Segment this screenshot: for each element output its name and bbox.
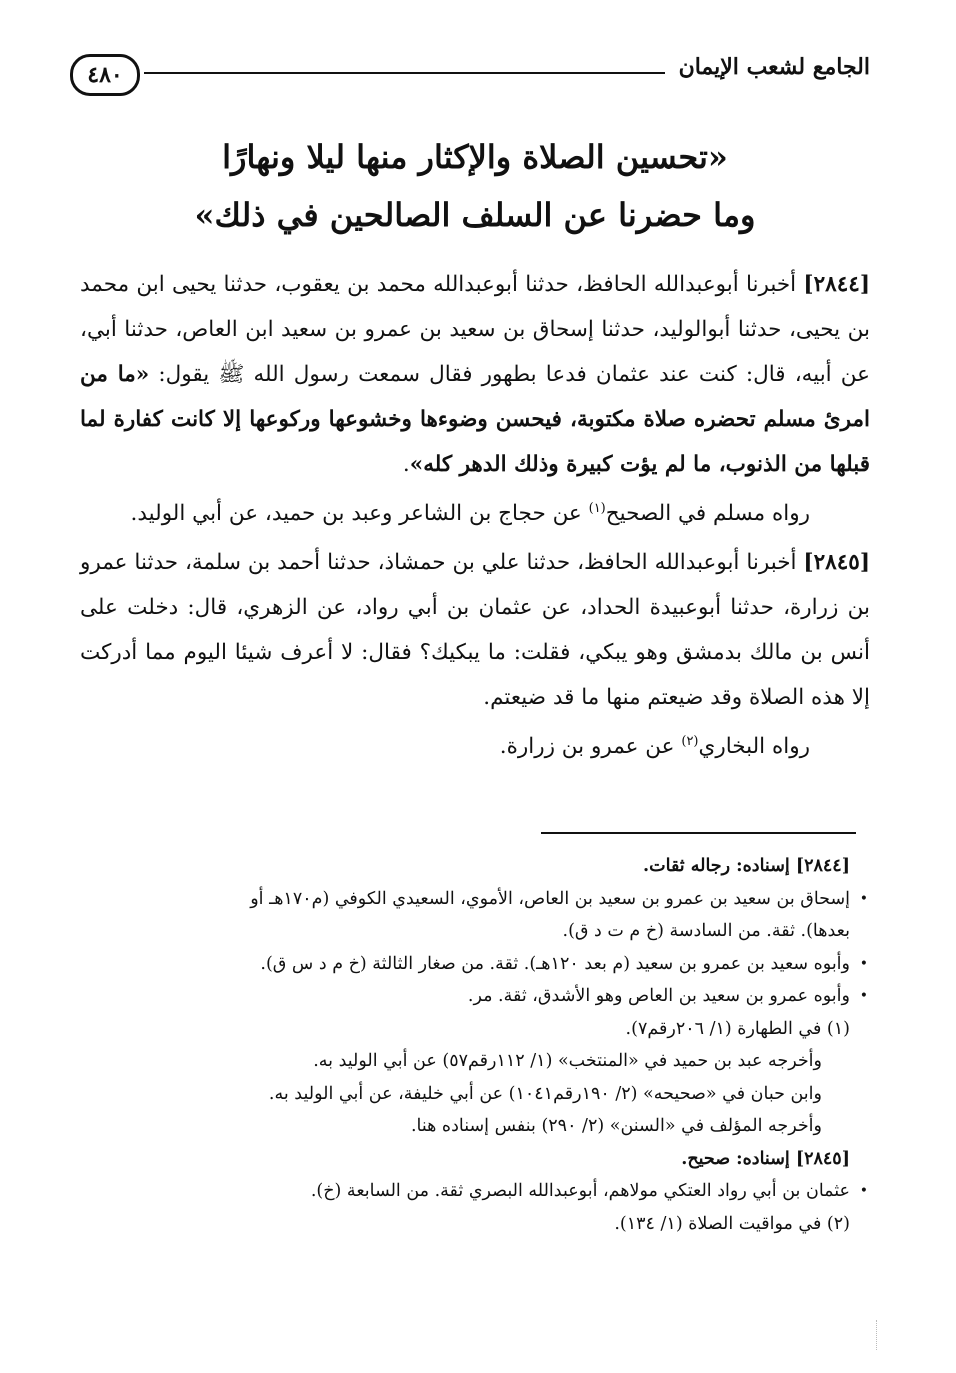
footnote-text: وأبوه سعيد بن عمرو بن سعيد (م بعد ١٢٠هـ). ثقة. من صغار الثالثة (خ م د س ق).	[260, 953, 850, 974]
page-number: ٤٨٠	[70, 54, 140, 96]
hadith-end: .	[402, 452, 410, 477]
takhrij-text: عن عمرو بن زرارة.	[499, 734, 675, 759]
page-header	[70, 48, 870, 104]
takhrij-2845	[80, 724, 870, 769]
margin-mark	[876, 1320, 881, 1350]
footnote-bullet-item	[80, 883, 870, 916]
hadith-2844	[80, 262, 870, 487]
footnote-bullet-item	[80, 1175, 870, 1208]
footnote-separator	[541, 832, 856, 834]
bullet-icon: •	[859, 890, 868, 907]
hadith-number: [٢٨٤٤]	[803, 272, 870, 297]
footnote-text: بعدها). ثقة. من السادسة (خ م ت د ق).	[562, 921, 850, 941]
bullet-icon: •	[859, 1183, 868, 1199]
footnote-text: وأخرجه عبد بن حميد في «المنتخب» (١/ ١١٢رقم٥٧) عن أبي الوليد به.	[313, 1051, 822, 1071]
footnote-heading: [٢٨٤٥] إسناده: صحيح.	[681, 1148, 850, 1169]
footnote-bullet-item	[80, 948, 870, 981]
header-rule	[144, 72, 665, 74]
footnote-text: وأبوه عمرو بن سعيد بن العاص وهو الأشدق، ثقة. مر.	[467, 986, 850, 1006]
main-text	[80, 262, 870, 769]
takhrij-text: عن حجاج بن الشاعر وعبد بن حميد، عن أبي الوليد.	[130, 501, 582, 526]
footnote-ref-2[interactable]: (٢)	[681, 733, 699, 749]
footnote-1: (١) في الطهارة (١/ ٢٠٦رقم٧).	[625, 1018, 850, 1039]
footnote-bullet-item	[80, 980, 870, 1013]
hadith-isnad: أخبرنا أبوعبدالله الحافظ، حدثنا أبوعبدالله محمد بن يعقوب، حدثنا يحيى ابن محمد بن يحيى، حدثنا أبوالوليد، حدثنا إسحاق بن سعيد بن عمرو بن سعيد ابن العاص، حدثنا أبي، عن أبيه، قال: كنت عند عثمان فدعا بطهور فقال سمعت رسول الله ﷺ يقول:	[80, 272, 870, 387]
hadith-number: [٢٨٤٥]	[803, 550, 870, 575]
footnote-ref-1[interactable]: (١)	[588, 500, 606, 516]
footnote-2: (٢) في مواقيت الصلاة (١/ ١٣٤).	[614, 1213, 850, 1234]
footnote-text: عثمان بن أبي رواد العتكي مولاهم، أبوعبدالله البصري ثقة. من السابعة (خ).	[310, 1181, 850, 1201]
bullet-icon: •	[859, 988, 868, 1004]
running-title: الجامع لشعب الإيمان	[678, 54, 870, 80]
footnote-text: إسحاق بن سعيد بن عمرو بن سعيد بن العاص، الأموي، السعيدي الكوفي (م١٧٠هـ أو	[250, 888, 850, 909]
takhrij-2844	[80, 491, 870, 536]
hadith-2845	[80, 540, 870, 720]
footnote-text: وابن حبان في «صحيحه» (٢/ ١٩٠رقم١٠٤١) عن أبي خليفة، عن أبي الوليد به.	[268, 1083, 822, 1104]
chapter-title-line-1: «تحسين الصلاة والإكثار منها ليلا ونهارًا	[222, 138, 728, 176]
chapter-title-line-2: وما حضرنا عن السلف الصالحين في ذلك»	[194, 196, 756, 234]
footnote-heading: [٢٨٤٤] إسناده: رجاله ثقات.	[643, 856, 850, 876]
takhrij-text: رواه مسلم في الصحيح	[605, 501, 810, 526]
bullet-icon: •	[859, 955, 868, 972]
takhrij-text: رواه البخاري	[698, 734, 810, 759]
hadith-text: أخبرنا أبوعبدالله الحافظ، حدثنا علي بن حمشاذ، حدثنا أحمد بن سلمة، حدثنا عمرو بن زرارة، حدثنا أبوعبيدة الحداد، عن عثمان بن أبي رواد، عن الزهري، قال: دخلت على أنس بن مالك بدمشق وهو يبكي، فقلت: ما يبكيك؟ فقال: لا أعرف شيئا اليوم مما أدركت إلا هذه الصلاة وقد ضيعتم منها ما قد ضيعتم.	[80, 550, 870, 710]
chapter-heading	[80, 128, 870, 244]
hadith-matn: «ما من امرئ مسلم تحضره صلاة مكتوبة، فيحسن وضوءها وخشوعها وركوعها إلا كانت كفارة لما قبلها من الذنوب، ما لم يؤت كبيرة وذلك الدهر كله»	[80, 362, 870, 477]
footnote-text: وأخرجه المؤلف في «السنن» (٢/ ٢٩٠) بنفس إسناده هنا.	[410, 1116, 822, 1136]
footnotes	[80, 850, 870, 1240]
